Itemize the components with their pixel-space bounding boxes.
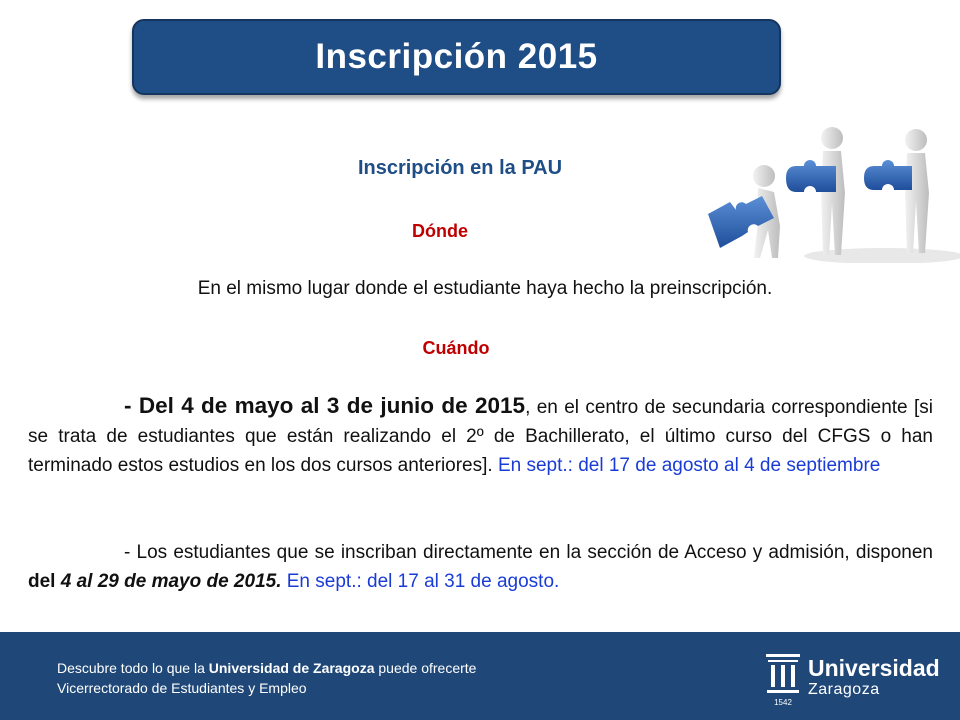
section-heading: Inscripción en la PAU: [357, 157, 563, 179]
footer-tagline-pre: Descubre todo lo que la: [57, 660, 209, 676]
footer-tagline-university: Universidad de Zaragoza: [208, 660, 375, 676]
item2-del: del: [28, 571, 61, 592]
university-emblem-icon: [764, 652, 802, 708]
item2-sept: En sept.: del 17 al 31 de agosto.: [281, 571, 560, 592]
donde-label: Dónde: [412, 221, 468, 241]
footer-department: Vicerrectorado de Estudiantes y Empleo: [57, 680, 307, 696]
item1-text: , en el centro de secundaria correspondiente [si se trata de estudiantes que están realizando el 2º de Bachillerato, el último curso del CFGS o han terminado estos estudios en los dos cursos anteriores].: [28, 397, 933, 476]
item1-dates: - Del 4 de mayo al 3 de junio de 2015: [124, 393, 526, 418]
puzzle-people-illustration: [704, 118, 960, 263]
footer-tagline-post: puede ofrecerte: [374, 660, 477, 676]
footer-tagline: [57, 660, 476, 676]
university-logo: [764, 652, 940, 708]
logo-sub: Zaragoza: [808, 681, 880, 698]
cuando-label: Cuándo: [422, 338, 490, 358]
item2-text: - Los estudiantes que se inscriban directamente en la sección de Acceso y admisión, disponen: [124, 542, 933, 563]
logo-year: 1542: [774, 698, 792, 707]
item2-dates: 4 al 29 de mayo de 2015.: [60, 571, 282, 592]
logo-name: Universidad: [808, 655, 940, 681]
title-banner: [132, 19, 781, 95]
donde-text: En el mismo lugar donde el estudiante haya hecho la preinscripción.: [197, 278, 773, 299]
cuando-item-1: [28, 391, 933, 480]
item1-sept: En sept.: del 17 de agosto al 4 de septiembre: [497, 455, 881, 476]
slide-title: Inscripción 2015: [315, 37, 598, 76]
footer: [0, 632, 960, 720]
cuando-item-2: [28, 538, 933, 596]
